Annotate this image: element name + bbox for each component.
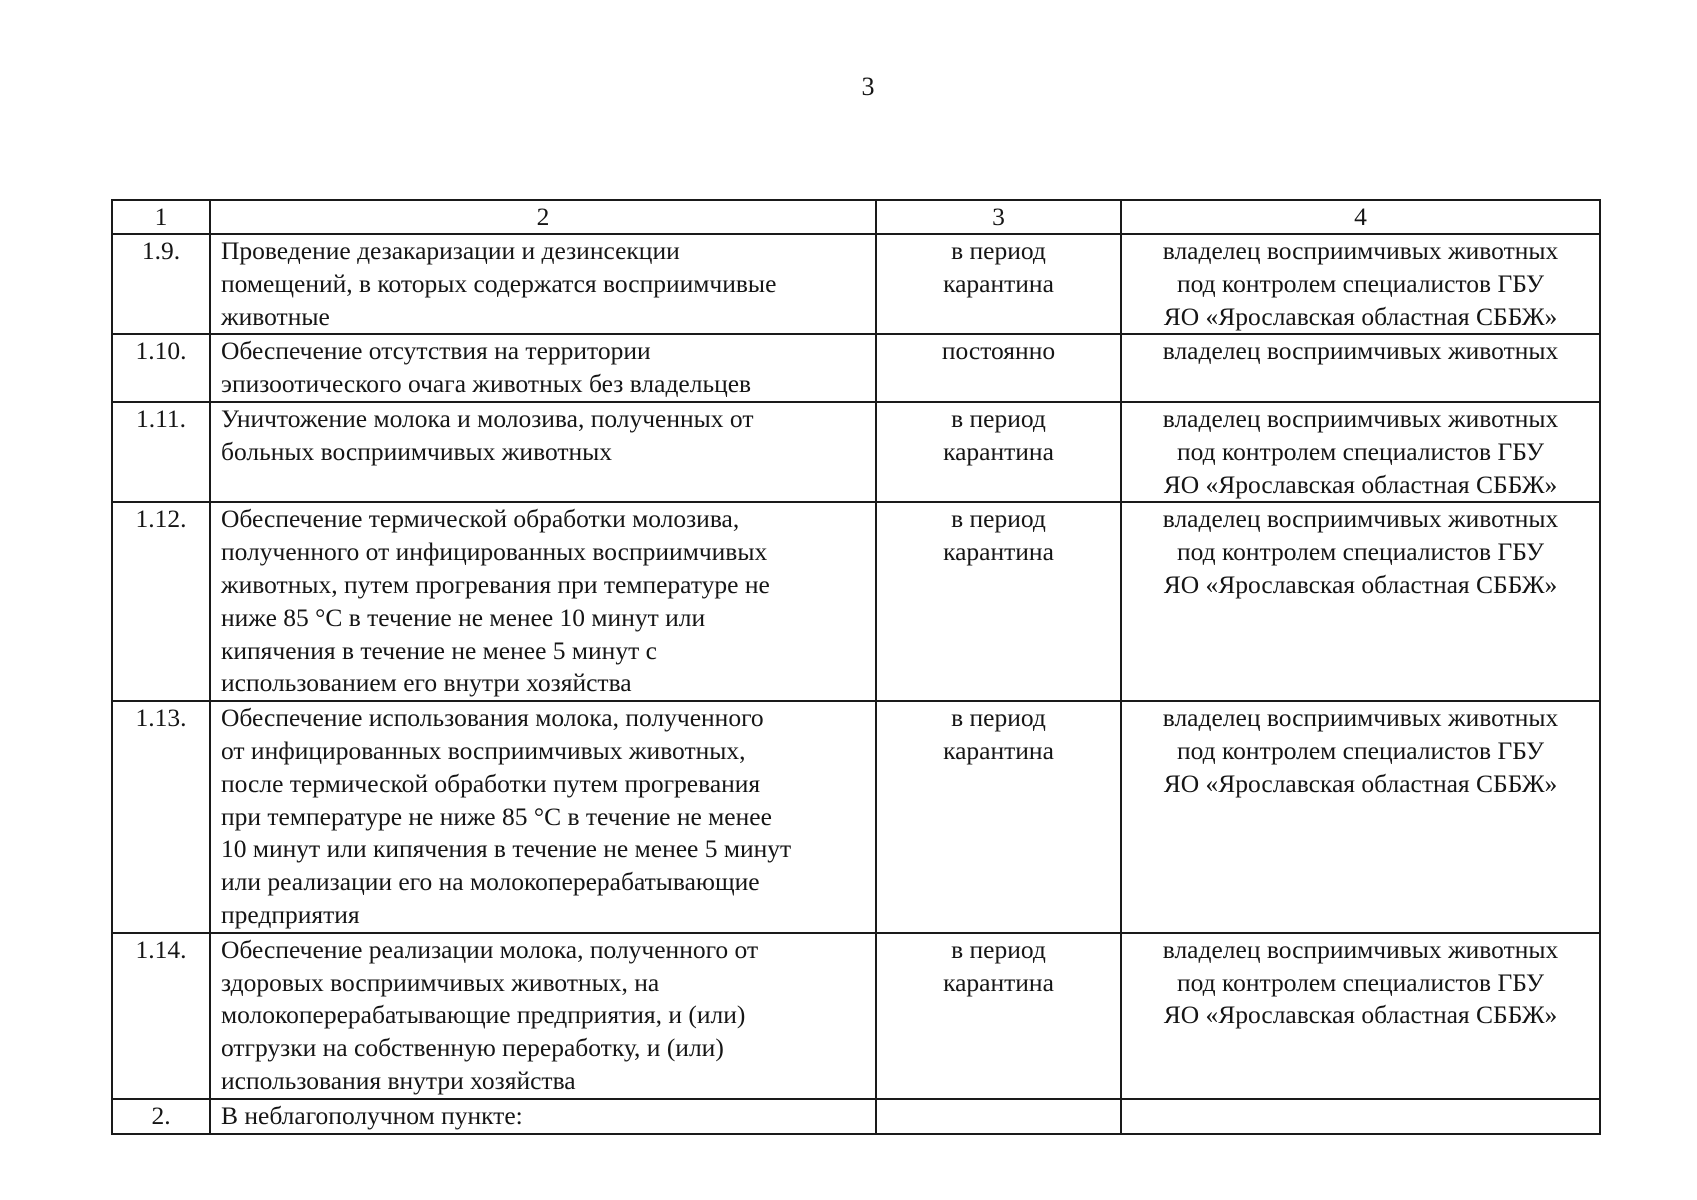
term-cell (876, 234, 1121, 334)
table-row (112, 334, 1600, 402)
responsible-line: под контролем специалистов ГБУ (1177, 735, 1544, 765)
term-line: карантина (943, 967, 1054, 997)
measure-name-line: использованием его внутри хозяйства (221, 668, 632, 698)
measure-name-line: животные (221, 301, 330, 331)
responsible-line: ЯО «Ярославская областная СББЖ» (1163, 1000, 1558, 1030)
term-line: карантина (943, 537, 1054, 567)
responsible-line: ЯО «Ярославская областная СББЖ» (1163, 469, 1558, 499)
column-header-1: 1 (112, 200, 210, 234)
measure-name-line: полученного от инфицированных восприимчивых (221, 537, 768, 567)
term-cell (876, 933, 1121, 1099)
measure-name-line: здоровых восприимчивых животных, на (221, 967, 660, 997)
term-line: в период (951, 934, 1046, 964)
measure-name-line: Проведение дезакаризации и дезинсекции (221, 236, 680, 265)
measure-name-line: Уничтожение молока и молозива, полученных от (221, 403, 754, 433)
table-row (112, 234, 1600, 334)
responsible-line: владелец восприимчивых животных (1162, 703, 1559, 733)
table-row (112, 402, 1600, 502)
responsible-line: владелец восприимчивых животных (1162, 403, 1559, 433)
table-row (112, 1099, 1600, 1134)
measure-name-line: помещений, в которых содержатся восприимчивые (221, 268, 777, 298)
measure-name-line: ниже 85 °С в течение не менее 10 минут или (221, 602, 706, 632)
responsible-cell (1121, 234, 1600, 334)
measure-name-line: эпизоотического очага животных без владельцев (221, 369, 752, 399)
measure-name-line: кипячения в течение не менее 5 минут с (221, 635, 657, 665)
responsible-cell (1121, 933, 1600, 1099)
term-line: карантина (943, 735, 1054, 765)
table-header-row (112, 200, 1600, 234)
measure-name-line: предприятия (221, 899, 360, 929)
measure-name-line: больных восприимчивых животных (221, 436, 613, 466)
responsible-line: под контролем специалистов ГБУ (1177, 537, 1544, 567)
measure-name-line: Обеспечение отсутствия на территории (221, 336, 651, 366)
term-cell (876, 1099, 1121, 1134)
column-header-4: 4 (1121, 200, 1600, 234)
measure-name-line: или реализации его на молокоперерабатывающие (221, 867, 760, 897)
item-number-cell: 1.11. (112, 402, 210, 502)
term-cell (876, 334, 1121, 402)
measure-name-cell (210, 234, 876, 334)
responsible-cell (1121, 701, 1600, 933)
item-number-cell: 1.12. (112, 502, 210, 701)
item-number-cell: 1.10. (112, 334, 210, 402)
term-cell (876, 701, 1121, 933)
measure-name-line: от инфицированных восприимчивых животных, (221, 735, 746, 765)
measures-table (111, 199, 1601, 1135)
table-row (112, 502, 1600, 701)
table-body (112, 200, 1600, 1134)
responsible-line: ЯО «Ярославская областная СББЖ» (1163, 569, 1558, 599)
measure-name-cell (210, 402, 876, 502)
responsible-line: под контролем специалистов ГБУ (1177, 268, 1544, 298)
measure-name-cell (210, 502, 876, 701)
term-cell (876, 502, 1121, 701)
term-cell (876, 402, 1121, 502)
table-row (112, 701, 1600, 933)
column-header-3: 3 (876, 200, 1121, 234)
term-line: постоянно (941, 336, 1056, 366)
measure-name-line: В неблагополучном пункте: (221, 1100, 523, 1130)
measure-name-cell (210, 933, 876, 1099)
measure-name-line: после термической обработки путем прогревания (221, 768, 761, 798)
responsible-line: ЯО «Ярославская областная СББЖ» (1163, 768, 1558, 798)
responsible-line: владелец восприимчивых животных (1162, 934, 1559, 964)
term-line: в период (951, 703, 1046, 733)
measure-name-line: молокоперерабатывающие предприятия, и (или) (221, 1000, 746, 1030)
item-number-cell: 1.14. (112, 933, 210, 1099)
measure-name-line: 10 минут или кипячения в течение не менее 5 минут (221, 834, 792, 864)
responsible-cell (1121, 1099, 1600, 1134)
measure-name-line: использования внутри хозяйства (221, 1065, 576, 1095)
measure-name-line: отгрузки на собственную переработку, и (или) (221, 1033, 724, 1063)
table-row (112, 933, 1600, 1099)
measure-name-line: животных, путем прогревания при температуре не (221, 569, 770, 599)
measure-name-line: Обеспечение термической обработки молозива, (221, 504, 740, 534)
measure-name-line: Обеспечение использования молока, полученного (221, 703, 764, 733)
item-number-cell: 1.9. (112, 234, 210, 334)
responsible-line: под контролем специалистов ГБУ (1177, 967, 1544, 997)
measure-name-line: при температуре не ниже 85 °С в течение не менее (221, 801, 772, 831)
responsible-line: владелец восприимчивых животных (1162, 504, 1559, 534)
responsible-line: владелец восприимчивых животных (1162, 236, 1559, 265)
term-line: карантина (943, 268, 1054, 298)
page-number: 3 (861, 72, 875, 101)
term-line: в период (951, 236, 1046, 265)
item-number-cell: 2. (112, 1099, 210, 1134)
measure-name-line: Обеспечение реализации молока, полученного от (221, 934, 759, 964)
responsible-line: владелец восприимчивых животных (1162, 336, 1559, 366)
responsible-cell (1121, 334, 1600, 402)
item-number-cell: 1.13. (112, 701, 210, 933)
term-line: в период (951, 504, 1046, 534)
measure-name-cell (210, 1099, 876, 1134)
responsible-cell (1121, 402, 1600, 502)
measure-name-cell (210, 334, 876, 402)
term-line: карантина (943, 436, 1054, 466)
measure-name-cell (210, 701, 876, 933)
responsible-line: под контролем специалистов ГБУ (1177, 436, 1544, 466)
responsible-line: ЯО «Ярославская областная СББЖ» (1163, 301, 1558, 331)
column-header-2: 2 (210, 200, 876, 234)
term-line: в период (951, 403, 1046, 433)
responsible-cell (1121, 502, 1600, 701)
